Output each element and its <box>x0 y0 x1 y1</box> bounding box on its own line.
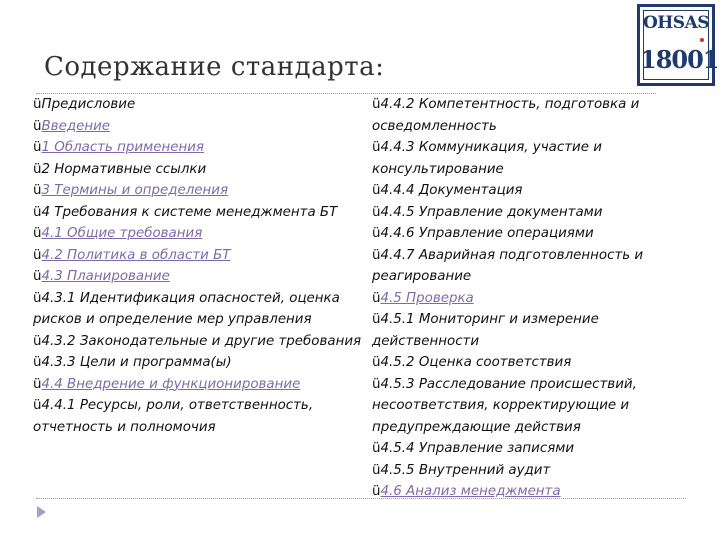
contents-text: 4 Требования к системе менеджмента БТ <box>41 204 338 220</box>
contents-text: 4.3.3 Цели и программа(ы) <box>41 355 232 370</box>
ohsas-logo <box>637 4 719 86</box>
contents-text: 2 Нормативные ссылки <box>41 161 207 177</box>
logo-line2: 18001 <box>640 45 719 74</box>
checkmark-icon: ü <box>33 161 42 177</box>
checkmark-icon: ü <box>33 269 42 284</box>
contents-item <box>33 159 363 181</box>
contents-text: 4.4.7 Аварийная подготовленность и реагирование <box>372 247 644 284</box>
contents-text: 4.5.5 Внутренний аудит <box>380 462 551 478</box>
contents-item <box>33 94 363 116</box>
contents-text: 4.4.6 Управление операциями <box>380 226 594 241</box>
contents-item <box>372 309 692 352</box>
contents-right-column <box>372 94 692 503</box>
contents-item[interactable] <box>33 180 363 202</box>
checkmark-icon: ü <box>372 312 381 327</box>
checkmark-icon: ü <box>372 183 381 198</box>
contents-text: 4.4.4 Документация <box>380 183 523 198</box>
contents-text: 4.5.2 Оценка соответствия <box>380 355 572 370</box>
contents-text: 4.5.4 Управление записями <box>380 441 575 456</box>
contents-link[interactable]: 4.1 Общие требования <box>41 226 203 241</box>
contents-item <box>372 180 692 202</box>
checkmark-icon: ü <box>372 376 381 392</box>
contents-link[interactable]: 4.2 Политика в области БТ <box>41 247 231 263</box>
contents-item <box>372 460 692 482</box>
checkmark-icon: ü <box>372 204 381 220</box>
checkmark-icon: ü <box>372 290 381 306</box>
contents-item <box>372 245 692 288</box>
contents-item[interactable] <box>372 288 692 310</box>
checkmark-icon: ü <box>372 484 381 499</box>
checkmark-icon: ü <box>33 376 42 392</box>
contents-item <box>33 202 363 224</box>
contents-text: 4.3.1 Идентификация опасностей, оценка рисков и определение мер управления <box>33 290 340 327</box>
contents-text: 4.4.5 Управление документами <box>380 204 603 220</box>
logo-line1: OHSAS <box>642 13 710 33</box>
contents-link[interactable]: Введение <box>41 118 111 134</box>
contents-item <box>372 94 692 137</box>
contents-link[interactable]: 4.4 Внедрение и функционирование <box>41 376 301 392</box>
checkmark-icon: ü <box>33 226 42 241</box>
contents-item <box>372 137 692 180</box>
checkmark-icon: ü <box>372 140 381 155</box>
contents-item[interactable] <box>33 223 363 245</box>
contents-item <box>372 223 692 245</box>
checkmark-icon: ü <box>33 398 42 413</box>
contents-item <box>372 352 692 374</box>
contents-item <box>372 438 692 460</box>
checkmark-icon: ü <box>33 355 42 370</box>
checkmark-icon: ü <box>372 441 381 456</box>
checkmark-icon: ü <box>372 462 381 478</box>
slide-title: Содержание стандарта: <box>44 52 385 82</box>
contents-text: 4.4.1 Ресурсы, роли, ответственность, отчетность и полномочия <box>33 398 314 435</box>
contents-text: 4.3.2 Законодательные и другие требования <box>41 333 362 349</box>
contents-link[interactable]: 4.6 Анализ менеджмента <box>380 484 561 499</box>
contents-item[interactable] <box>33 116 363 138</box>
checkmark-icon: ü <box>372 97 381 112</box>
contents-item <box>372 374 692 439</box>
checkmark-icon: ü <box>33 118 42 134</box>
logo-dot <box>700 38 704 42</box>
contents-item <box>33 331 363 353</box>
contents-item <box>33 395 363 438</box>
checkmark-icon: ü <box>33 97 42 112</box>
contents-item[interactable] <box>33 245 363 267</box>
checkmark-icon: ü <box>372 355 381 370</box>
next-arrow-icon[interactable] <box>37 506 46 518</box>
contents-text: 4.4.2 Компетентность, подготовка и осведомленность <box>372 97 640 134</box>
contents-text: 4.4.3 Коммуникация, участие и консультирование <box>372 140 602 177</box>
contents-text: 4.5.1 Мониторинг и измерение действенности <box>372 312 599 349</box>
contents-item <box>372 202 692 224</box>
contents-text: 4.5.3 Расследование происшествий, несоответствия, корректирующие и предупреждающие действия <box>372 376 637 435</box>
contents-item[interactable] <box>372 481 692 503</box>
contents-item[interactable] <box>33 266 363 288</box>
contents-link[interactable]: 1 Область применения <box>41 140 204 155</box>
contents-item <box>33 352 363 374</box>
checkmark-icon: ü <box>33 247 42 263</box>
checkmark-icon: ü <box>33 333 42 349</box>
checkmark-icon: ü <box>33 290 42 306</box>
contents-item <box>33 288 363 331</box>
contents-link[interactable]: 4.5 Проверка <box>380 290 474 306</box>
checkmark-icon: ü <box>372 247 381 263</box>
checkmark-icon: ü <box>33 140 42 155</box>
contents-left-column <box>33 94 363 438</box>
checkmark-icon: ü <box>33 183 42 198</box>
checkmark-icon: ü <box>33 204 42 220</box>
contents-item[interactable] <box>33 137 363 159</box>
contents-text: Предисловие <box>41 97 136 112</box>
contents-link[interactable]: 3 Термины и определения <box>41 183 229 198</box>
contents-link[interactable]: 4.3 Планирование <box>41 269 170 284</box>
contents-item[interactable] <box>33 374 363 396</box>
bottom-divider <box>36 498 686 499</box>
checkmark-icon: ü <box>372 226 381 241</box>
